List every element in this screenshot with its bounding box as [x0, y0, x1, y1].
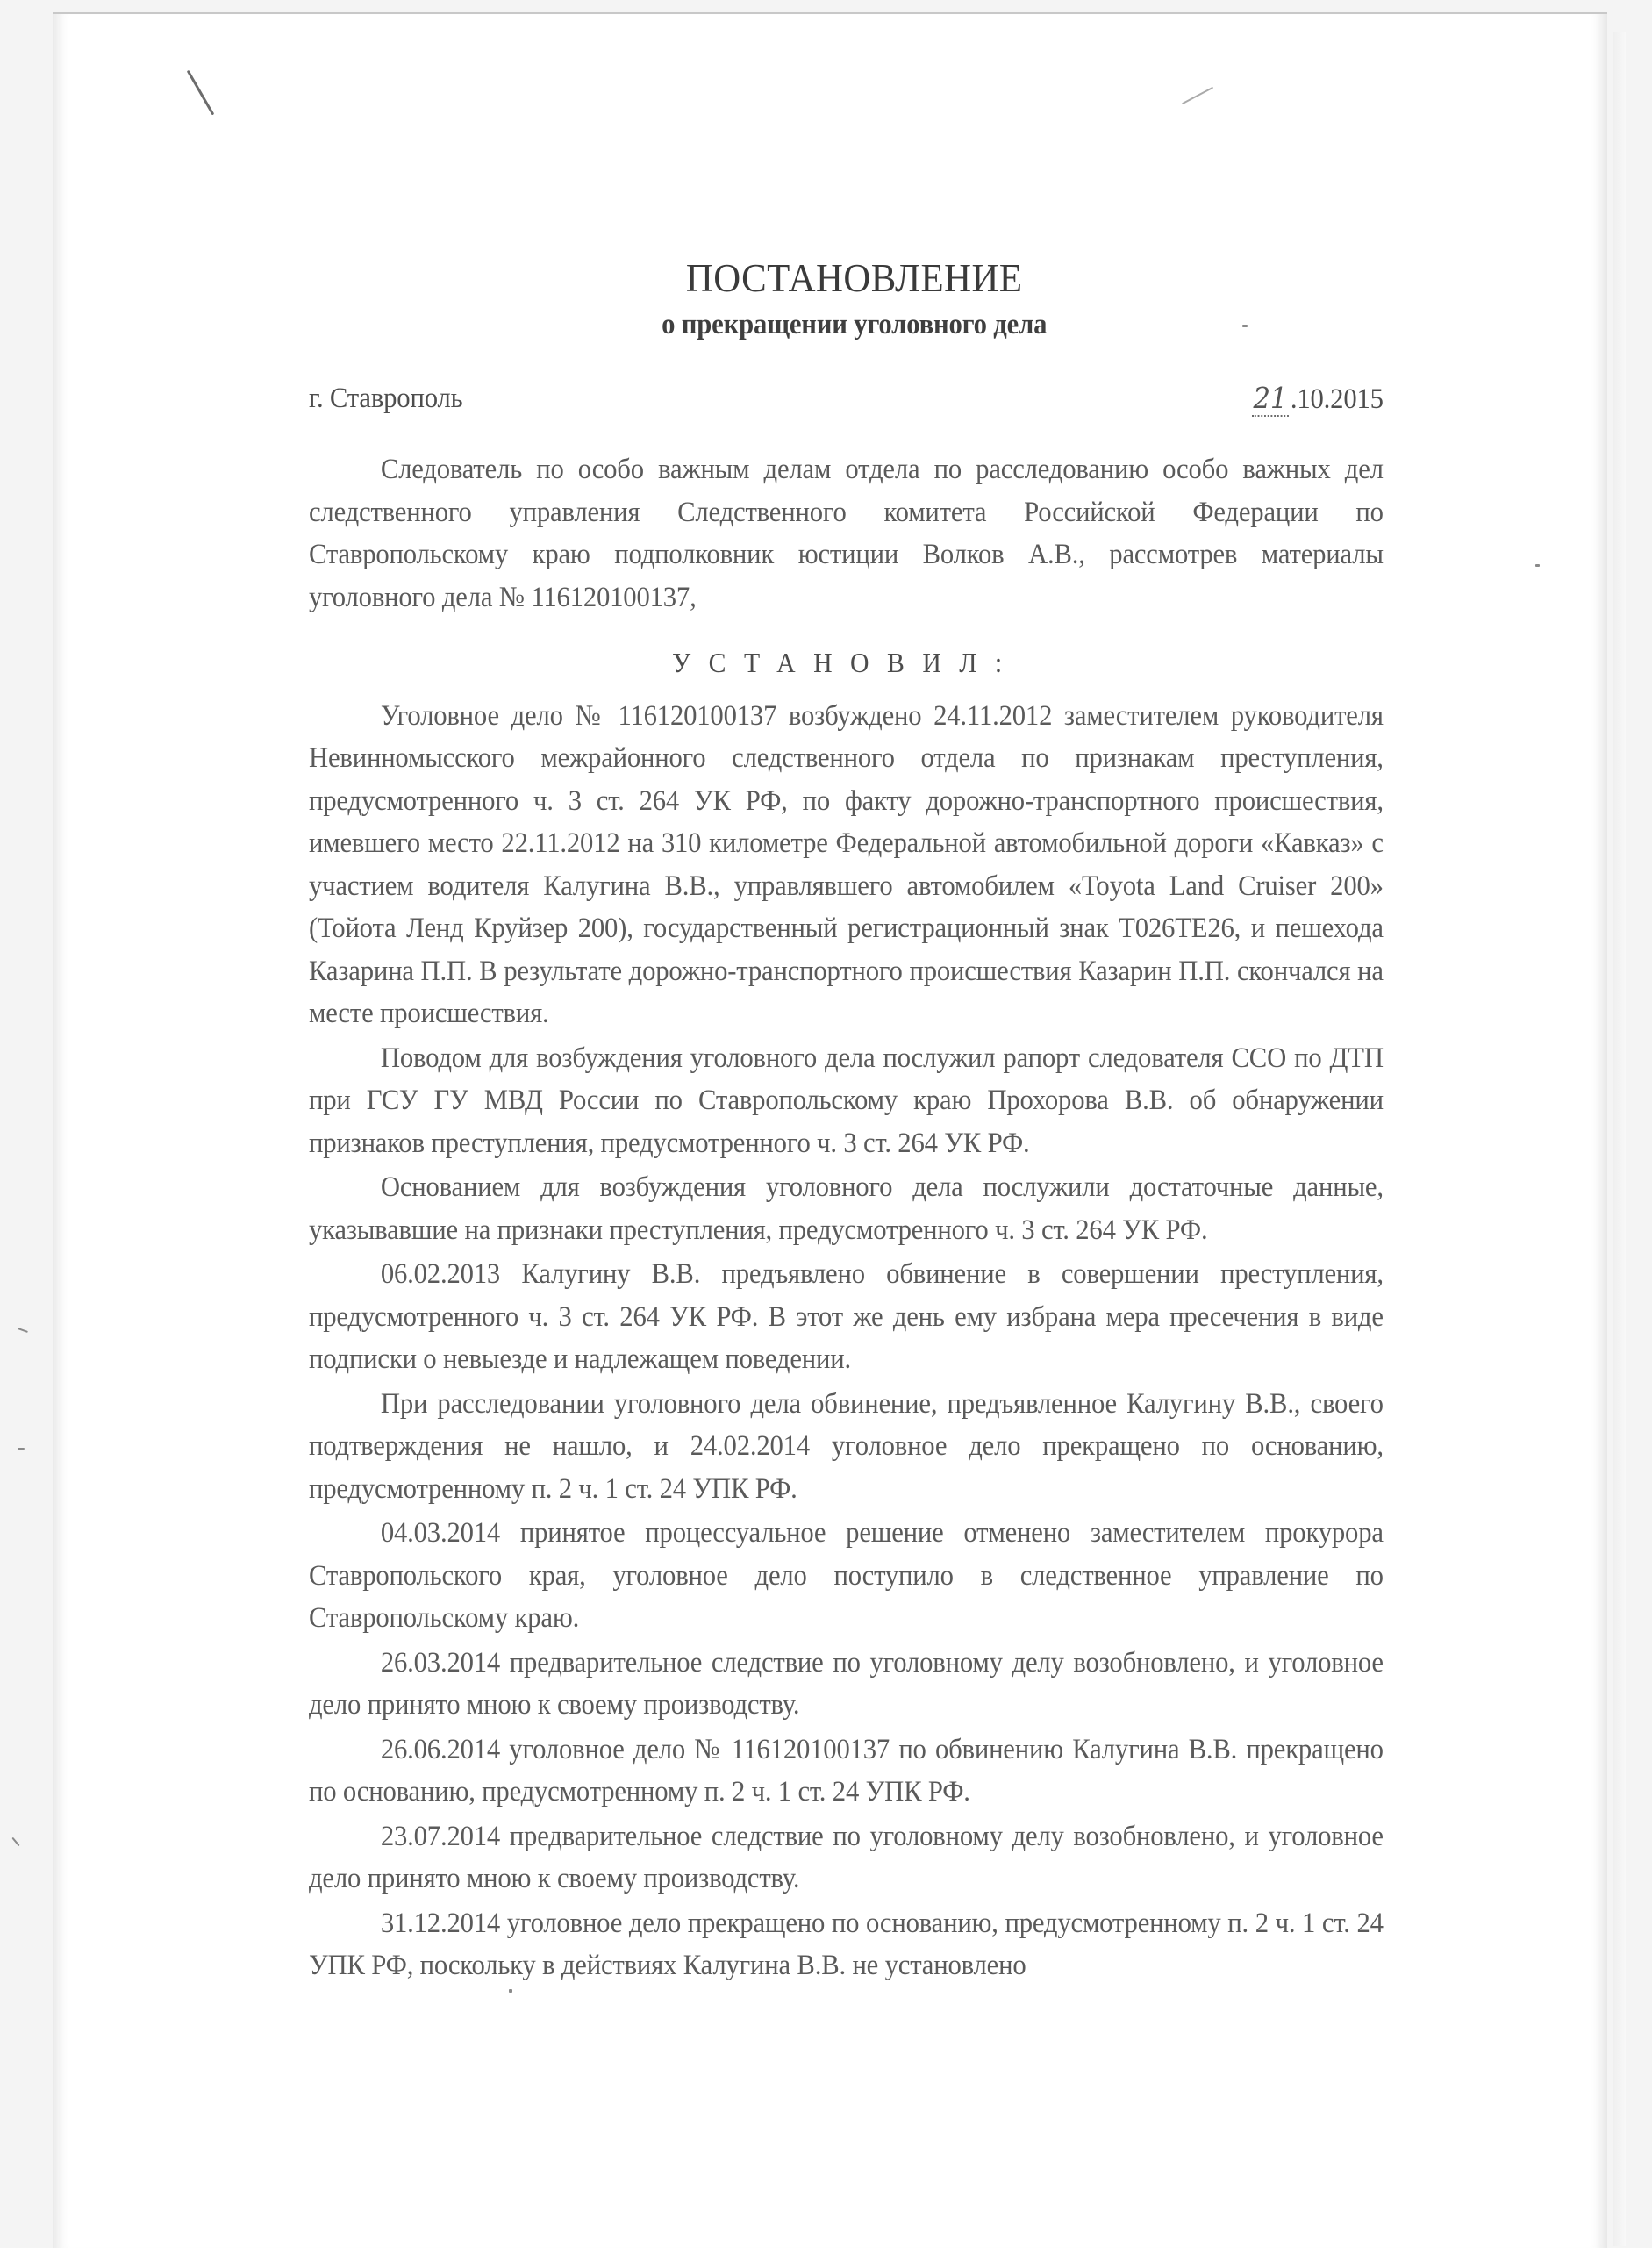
- scan-speck: [509, 1989, 512, 1993]
- handwritten-day: 21: [1253, 381, 1288, 415]
- scan-mark: [11, 1837, 19, 1846]
- scan-speck: [1535, 564, 1540, 567]
- document-subtitle: о прекращении уголовного дела: [662, 309, 1048, 340]
- paragraph: 26.03.2014 предварительное следствие по уголовному делу возобновлено, и уголовное дело принято мною к своему производству.: [309, 1646, 1384, 1721]
- scan-mark: [18, 1448, 25, 1450]
- paragraph: 06.02.2013 Калугину В.В. предъявлено обвинение в совершении преступления, предусмотренного ч. 3 ст. 264 УК РФ. В этот же день ему избрана мера пресечения в виде подписки о невыезде и надлежащем поведении.: [309, 1258, 1384, 1375]
- document-date: [1252, 379, 1384, 419]
- place: г. Ставрополь: [309, 383, 463, 414]
- paragraph: Уголовное дело № 116120100137 возбуждено 24.11.2012 заместителем руководителя Невинномысского межрайонного следственного отдела по признакам преступления, предусмотренного ч. 3 ст. 264 УК РФ, по факту дорожно-транспортного происшествия, имевшего место 22.11.2012 на 310 километре Федеральной автомобильной дороги «Кавказ» с участием водителя Калугина В.В., управлявшего автомобилем «Toyota Land Cruiser 200» (Тойота Ленд Круйзер 200), государственный регистрационный знак Т026ТЕ26, и пешехода Казарина П.П. В результате дорожно-транспортного происшествия Казарин П.П. скончался на месте происшествия.: [309, 699, 1384, 1029]
- paragraph: 04.03.2014 принятое процессуальное решение отменено заместителем прокурора Ставропольского края, уголовное дело поступило в следственное управление по Ставропольскому краю.: [309, 1517, 1384, 1634]
- paragraph: 31.12.2014 уголовное дело прекращено по основанию, предусмотренному п. 2 ч. 1 ст. 24 УПК РФ, поскольку в действиях Калугина В.В. не установлено: [309, 1907, 1384, 1981]
- scan-mark: [18, 1328, 28, 1333]
- intro-paragraph: Следователь по особо важным делам отдела по расследованию особо важных дел следственного управления Следственного комитета Российской Федерации по Ставропольскому краю подполковник юстиции Волков А.В., рассмотрев материалы уголовного дела № 116120100137,: [309, 454, 1384, 613]
- paragraph: Поводом для возбуждения уголовного дела послужил рапорт следователя ССО по ДТП при ГСУ ГУ МВД России по Ставропольскому краю Прохорова В.В. об обнаружении признаков преступления, предусмотренного ч. 3 ст. 264 УК РФ.: [309, 1042, 1384, 1159]
- date-month-year: .10.2015: [1290, 383, 1384, 415]
- page-edge-shadow: [1613, 32, 1626, 2246]
- document-title: ПОСТАНОВЛЕНИЕ: [685, 255, 1023, 300]
- paragraph: При расследовании уголовного дела обвинение, предъявленное Калугину В.В., своего подтверждения не нашло, и 24.02.2014 уголовное дело прекращено по основанию, предусмотренному п. 2 ч. 1 ст. 24 УПК РФ.: [309, 1387, 1384, 1505]
- paragraph: 23.07.2014 предварительное следствие по уголовному делу возобновлено, и уголовное дело принято мною к своему производству.: [309, 1820, 1384, 1894]
- paragraph: 26.06.2014 уголовное дело № 116120100137 по обвинению Калугина В.В. прекращено по основанию, предусмотренному п. 2 ч. 1 ст. 24 УПК РФ.: [309, 1733, 1384, 1808]
- decree-document: [309, 254, 1384, 1987]
- paragraph: Основанием для возбуждения уголовного дела послужили достаточные данные, указывавшие на признаки преступления, предусмотренного ч. 3 ст. 264 УК РФ.: [309, 1171, 1384, 1246]
- place-date-row: [309, 379, 1384, 419]
- section-heading: УСТАНОВИЛ:: [672, 647, 1020, 678]
